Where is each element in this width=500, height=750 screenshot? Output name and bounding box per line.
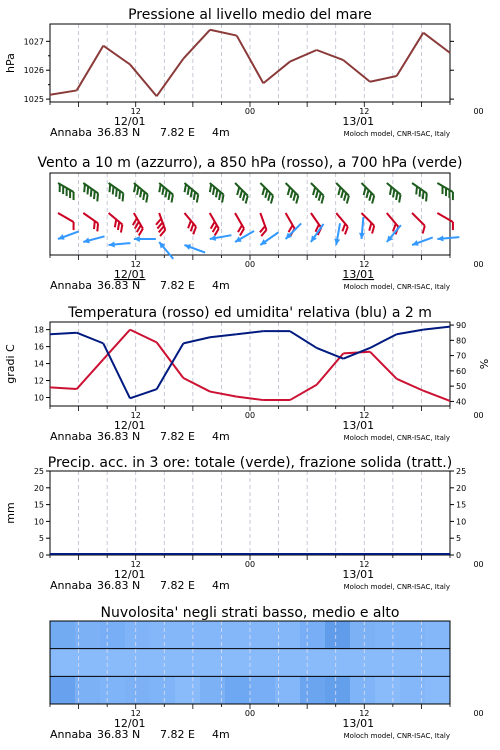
station-alt: 4m	[212, 579, 230, 592]
cloud-cell	[175, 649, 201, 677]
cloud-cell	[425, 676, 451, 704]
y-tick-label: 1026	[23, 66, 44, 76]
wind-barb	[128, 213, 145, 236]
y-tick-label: 10	[33, 517, 44, 527]
wind-barb	[411, 235, 434, 248]
wind-barb	[281, 183, 302, 204]
y-tick-label: 20	[33, 483, 44, 493]
y-right-tick-label: 80	[456, 336, 467, 346]
y-tick-label: 1025	[23, 95, 44, 105]
station-lon: 7.82 E	[160, 728, 195, 741]
barb-shaft	[412, 213, 425, 226]
y-tick-label: 25	[33, 467, 44, 476]
date-label: 12/01	[113, 268, 146, 281]
cloud-cell	[50, 621, 76, 649]
date-label: 13/01	[342, 568, 375, 581]
barb-shaft	[83, 213, 98, 223]
cloud-cell	[300, 676, 326, 704]
arrow-head	[108, 241, 115, 248]
y-right-tick-label: 60	[456, 366, 467, 376]
time-tick-label: 12	[359, 107, 370, 116]
temperature-line-segment	[397, 379, 424, 391]
station-lon: 7.82 E	[160, 430, 195, 443]
time-tick-label: 12	[130, 107, 141, 116]
cloud-cell	[175, 676, 201, 704]
cloud-cell	[350, 676, 376, 704]
wind-barb	[357, 213, 378, 234]
date-label: 12/01	[113, 419, 146, 432]
date-label: 13/01	[342, 268, 375, 281]
cloud-cell	[100, 649, 126, 677]
time-tick-label: 00	[244, 260, 256, 269]
cloud-cell	[250, 676, 276, 704]
cloud-cell	[125, 621, 151, 649]
time-tick-label: 12	[359, 560, 370, 569]
wind-barb	[108, 240, 130, 248]
wind-barb	[283, 221, 303, 241]
station-lon: 7.82 E	[160, 279, 195, 292]
wind-barb	[381, 213, 401, 234]
date-label: 12/01	[113, 568, 146, 581]
station-lat: 36.83 N	[97, 430, 141, 443]
wind-barb	[79, 213, 101, 231]
humidity-line-segment	[130, 389, 157, 398]
cloud-cell	[150, 676, 176, 704]
pressure-line-segment	[77, 46, 104, 91]
time-tick-label: 00	[473, 411, 484, 420]
cloud-cell	[325, 676, 351, 704]
wind-barb	[55, 213, 78, 230]
panel-title: Precip. acc. in 3 ore: totale (verde), frazione solida (tratt.)	[47, 455, 453, 471]
wind-barb	[129, 183, 150, 203]
y-tick-label: 0	[38, 551, 44, 560]
wind-barb	[79, 183, 101, 201]
wind-barb	[155, 183, 176, 203]
wind-barb	[205, 183, 226, 203]
time-tick-label: 12	[359, 411, 370, 420]
cloud-cell	[325, 649, 351, 677]
cloud-cell	[325, 621, 351, 649]
temperature-line-segment	[77, 359, 104, 389]
temperature-line-segment	[50, 387, 77, 389]
time-tick-label: 00	[473, 709, 484, 718]
wind-barb	[306, 183, 327, 204]
wind-barb	[331, 183, 352, 204]
wind-barb	[57, 229, 80, 242]
y-tick-label: 12	[33, 376, 44, 386]
y-tick-label: 10	[33, 393, 44, 403]
time-tick-label: 12	[359, 260, 370, 269]
wind-barb	[180, 183, 201, 203]
cloud-cell	[375, 621, 401, 649]
credit: Moloch model, CNR-ISAC, Italy	[343, 283, 450, 291]
y-right-tick-label: 90	[456, 321, 467, 331]
cloud-cell	[300, 621, 326, 649]
time-tick-label: 00	[473, 560, 484, 569]
wind-barb	[55, 183, 78, 200]
humidity-line-segment	[423, 327, 450, 330]
cloud-cell	[225, 621, 251, 649]
station-alt: 4m	[212, 279, 230, 292]
wind-barb	[254, 213, 268, 236]
wind-barb	[358, 217, 366, 239]
humidity-line-segment	[397, 330, 424, 335]
y-right-tick-label: 70	[456, 351, 467, 361]
pressure-line-segment	[263, 62, 290, 84]
wind-barb	[357, 183, 378, 204]
time-tick-label: 00	[244, 107, 256, 116]
time-tick-label: 12	[130, 560, 141, 569]
y-axis-label: gradi C	[4, 344, 17, 384]
credit: Moloch model, CNR-ISAC, Italy	[343, 434, 450, 442]
y-right-tick-label: 5	[456, 534, 462, 544]
cloud-cell	[125, 649, 151, 677]
wind-barb	[157, 240, 176, 261]
cloud-cell	[100, 621, 126, 649]
credit: Moloch model, CNR-ISAC, Italy	[343, 583, 450, 591]
cloud-cell	[125, 676, 151, 704]
cloud-cell	[50, 649, 76, 677]
humidity-line-segment	[103, 343, 130, 398]
barb-shaft	[235, 213, 244, 229]
wind-barb	[229, 213, 246, 236]
date-label: 13/01	[342, 717, 375, 730]
pressure-line-segment	[397, 33, 424, 76]
time-tick-label: 00	[244, 411, 256, 420]
cloud-cell	[250, 621, 276, 649]
time-tick-label: 00	[244, 709, 256, 718]
wind-barb	[204, 213, 221, 236]
wind-barb	[134, 236, 156, 242]
station-name: Annaba	[50, 430, 92, 443]
cloud-cell	[425, 621, 451, 649]
temperature-line-segment	[210, 392, 237, 397]
wind-barb	[407, 213, 428, 234]
y-right-tick-label: 40	[456, 397, 467, 407]
station-alt: 4m	[212, 126, 230, 139]
cloud-cell	[225, 676, 251, 704]
temperature-line-segment	[290, 385, 317, 400]
wind-barb	[230, 183, 251, 204]
cloud-cell	[375, 676, 401, 704]
date-label: 12/01	[113, 717, 146, 730]
cloud-cell	[425, 649, 451, 677]
y-right-tick-label: 10	[456, 517, 467, 527]
humidity-line-segment	[157, 343, 184, 389]
y-tick-label: 15	[33, 500, 44, 510]
pressure-line-segment	[290, 50, 317, 62]
wind-barb	[305, 213, 323, 235]
pressure-line-segment	[210, 30, 237, 36]
pressure-line-segment	[183, 30, 210, 59]
station-name: Annaba	[50, 579, 92, 592]
y-right-tick-label: 20	[456, 483, 467, 493]
station-lon: 7.82 E	[160, 579, 195, 592]
cloud-cell	[225, 649, 251, 677]
wind-barb	[209, 232, 232, 242]
station-name: Annaba	[50, 279, 92, 292]
pressure-line-segment	[317, 50, 344, 60]
y-right-tick-label: 0	[456, 551, 462, 560]
arrow-head	[134, 236, 140, 242]
y-axis-label: hPa	[4, 53, 17, 73]
wind-barb	[280, 213, 297, 236]
station-alt: 4m	[212, 430, 230, 443]
cloud-cell	[350, 621, 376, 649]
cloud-cell	[250, 649, 276, 677]
cloud-cell	[100, 676, 126, 704]
wind-barb	[259, 230, 280, 248]
time-tick-label: 12	[130, 411, 141, 420]
temperature-line-segment	[183, 378, 210, 392]
credit: Moloch model, CNR-ISAC, Italy	[343, 732, 450, 740]
wind-barb	[434, 213, 457, 230]
cloud-cell	[175, 621, 201, 649]
wind-barb	[333, 223, 343, 246]
barb-shaft	[286, 213, 295, 229]
barb-shaft	[58, 213, 74, 222]
wind-barb	[255, 183, 276, 204]
y-right-tick-label: 50	[456, 382, 467, 392]
panel-title: Nuvolosita' negli strati basso, medio e alto	[100, 605, 400, 621]
date-label: 13/01	[342, 115, 375, 128]
y-right-tick-label: 15	[456, 500, 467, 510]
time-tick-label: 12	[359, 709, 370, 718]
humidity-line-segment	[183, 337, 210, 343]
arrow-head	[437, 235, 444, 242]
temperature-line-segment	[423, 391, 450, 401]
y-tick-label: 16	[33, 342, 44, 352]
y-tick-label: 1027	[23, 37, 44, 47]
humidity-line-segment	[210, 334, 237, 337]
date-label: 12/01	[113, 115, 146, 128]
temperature-line-segment	[157, 342, 184, 378]
station-lat: 36.83 N	[97, 126, 141, 139]
station-lat: 36.83 N	[97, 279, 141, 292]
station-lat: 36.83 N	[97, 579, 141, 592]
station-lon: 7.82 E	[160, 126, 195, 139]
wind-barb	[308, 222, 326, 243]
station-lat: 36.83 N	[97, 728, 141, 741]
credit: Moloch model, CNR-ISAC, Italy	[343, 130, 450, 138]
humidity-line-segment	[77, 333, 104, 344]
wind-barb	[234, 228, 256, 244]
station-name: Annaba	[50, 728, 92, 741]
humidity-line-segment	[50, 333, 77, 335]
barb-flag	[420, 226, 428, 234]
barb-shaft	[311, 213, 321, 228]
panel-title: Vento a 10 m (azzurro), a 850 hPa (rosso), a 700 hPa (verde)	[37, 155, 463, 171]
y-tick-label: 14	[33, 359, 44, 369]
pressure-line-segment	[343, 60, 370, 82]
humidity-line-segment	[290, 331, 317, 348]
pressure-line-segment	[157, 59, 184, 97]
cloud-cell	[300, 649, 326, 677]
pressure-line-segment	[423, 33, 450, 53]
barb-flag	[70, 222, 77, 230]
y-tick-label: 5	[38, 534, 44, 544]
barb-shaft	[437, 213, 453, 222]
wind-barb	[179, 213, 199, 234]
arrow-head	[234, 236, 242, 244]
wind-barb	[437, 234, 459, 242]
pressure-line-segment	[130, 64, 157, 96]
cloud-cell	[50, 676, 76, 704]
wind-barb	[434, 183, 457, 200]
station-name: Annaba	[50, 126, 92, 139]
y-axis-label: mm	[4, 502, 17, 524]
time-tick-label: 12	[130, 260, 141, 269]
time-tick-label: 12	[130, 709, 141, 718]
wind-barb	[83, 233, 106, 244]
date-label: 13/01	[342, 419, 375, 432]
wind-barb	[408, 183, 430, 201]
humidity-line-segment	[317, 348, 344, 359]
y-tick-label: 18	[33, 325, 44, 335]
time-tick-label: 00	[473, 260, 484, 269]
wind-barb	[105, 183, 127, 201]
panel-title: Pressione al livello medio del mare	[128, 7, 372, 23]
station-alt: 4m	[212, 728, 230, 741]
cloud-cell	[350, 649, 376, 677]
panel-title: Temperatura (rosso) ed umidita' relativa (blu) a 2 m	[68, 305, 432, 321]
time-tick-label: 00	[473, 107, 484, 116]
cloud-cell	[375, 649, 401, 677]
wind-barb	[382, 183, 403, 203]
y-right-tick-label: 25	[456, 467, 467, 476]
wind-barb	[183, 242, 206, 255]
y-axis-label-right: %	[478, 358, 491, 370]
barb-flag	[70, 192, 77, 200]
pressure-line-segment	[50, 90, 77, 94]
barb-shaft	[336, 213, 348, 227]
cloud-cell	[150, 621, 176, 649]
time-tick-label: 00	[244, 560, 256, 569]
temperature-line-segment	[130, 330, 157, 343]
cloud-cell	[150, 649, 176, 677]
